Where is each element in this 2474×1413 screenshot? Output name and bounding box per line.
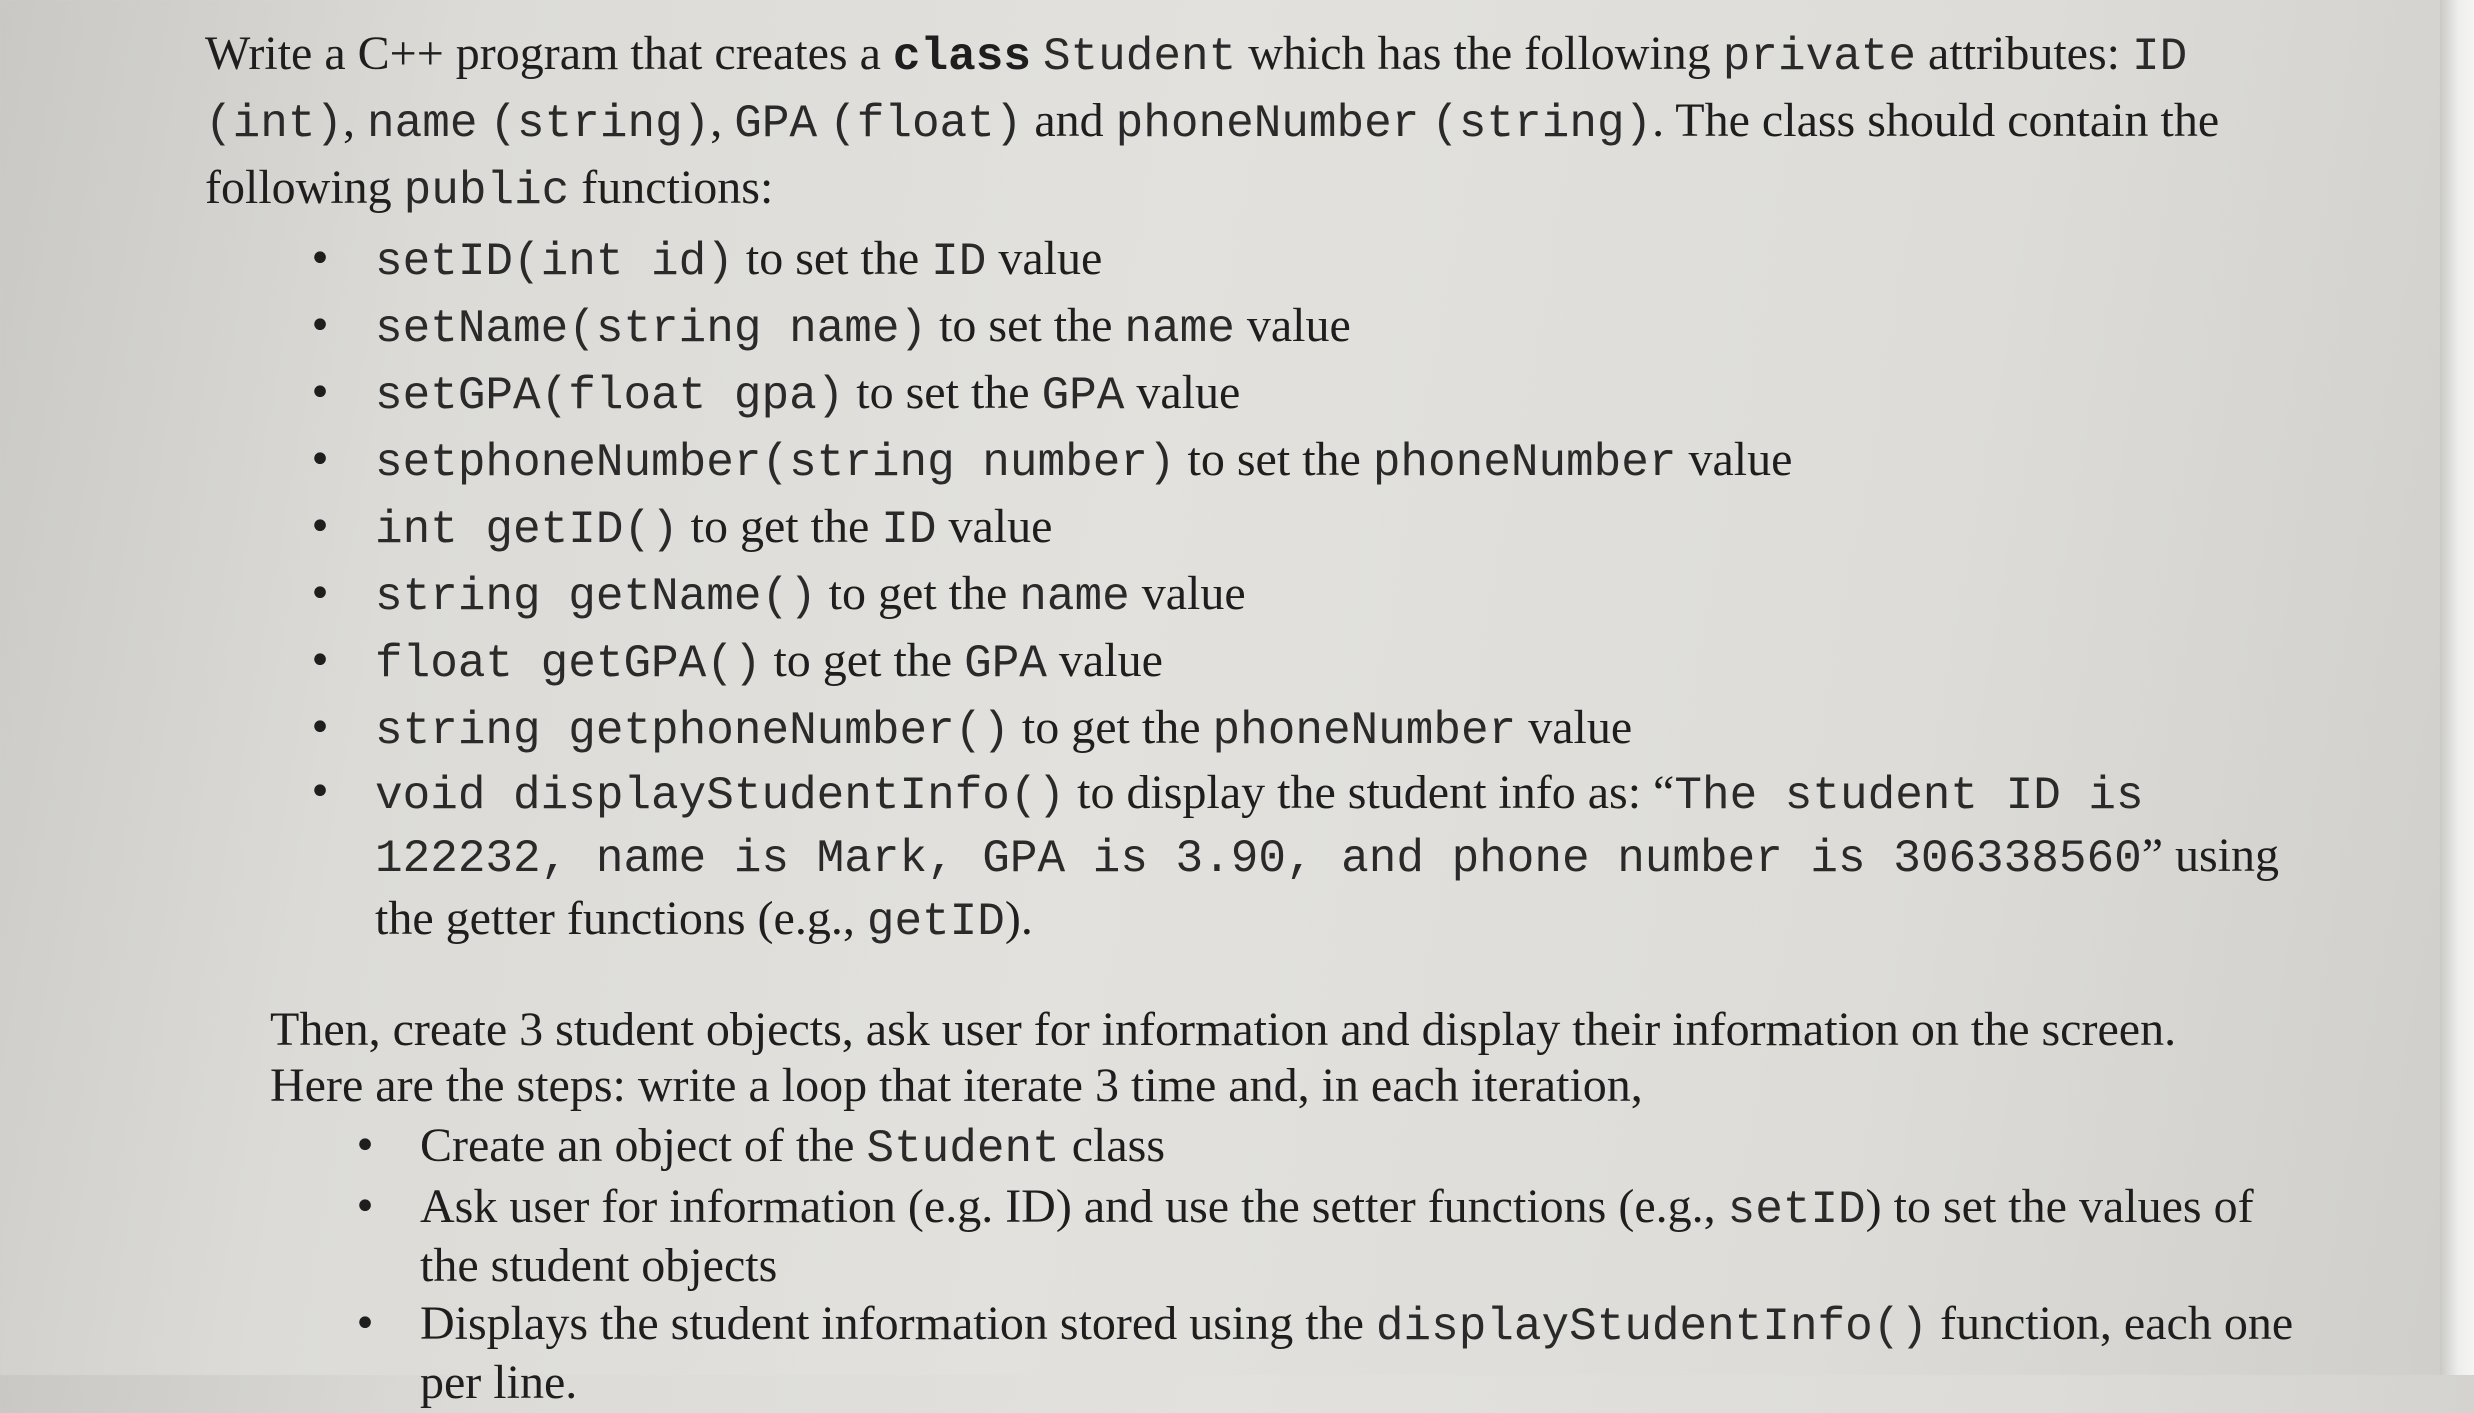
function-signature: setphoneNumber(string number) [375, 437, 1176, 489]
bullet-icon: • [308, 705, 332, 751]
keyword-private: private [1722, 31, 1917, 83]
list-item: • setGPA(float gpa) to set the GPA value [300, 361, 2305, 428]
function-signature: float getGPA() [375, 638, 762, 690]
list-item: • string getName() to get the name value [300, 562, 2305, 629]
function-signature: setGPA(float gpa) [375, 370, 845, 422]
bullet-icon: • [308, 769, 332, 815]
intro-text: Write a C++ program that creates a [205, 27, 893, 80]
sample-output: The student ID is 122232, name is Mark, GPA is 3.90, and phone number is 306338560 [375, 770, 2144, 885]
function-signature: void displayStudentInfo() [375, 770, 1066, 822]
function-signature: setName(string name) [375, 303, 928, 355]
step-item: • Ask user for information (e.g. ID) and use the setter functions (e.g., setID) to set the values of the student objects [345, 1179, 2320, 1294]
bullet-icon: • [308, 571, 332, 617]
then-paragraph: Then, create 3 student objects, ask user for information and display their information on the screen. Here are the steps: write a loop that iterate 3 time and, in each iteration, [270, 1003, 2177, 1112]
keyword-class: class [892, 31, 1031, 83]
assignment-document [205, 22, 2305, 1413]
bullet-icon: • [353, 1301, 377, 1347]
list-item: • string getphoneNumber() to get the phoneNumber value [300, 696, 2305, 763]
step-item: • Create an object of the Student class [345, 1118, 2320, 1177]
paper-edge [2440, 0, 2474, 1375]
bullet-icon: • [308, 504, 332, 550]
bullet-icon: • [308, 437, 332, 483]
attr-phone: phoneNumber [1115, 98, 1420, 150]
bullet-icon: • [353, 1123, 377, 1169]
list-item: • setName(string name) to set the name value [300, 294, 2305, 361]
bullet-icon: • [353, 1184, 377, 1230]
attr-gpa: GPA [734, 98, 818, 150]
class-name: Student [1042, 31, 1237, 83]
function-signature: string getName() [375, 571, 817, 623]
bullet-icon: • [308, 236, 332, 282]
list-item: • float getGPA() to get the GPA value [300, 629, 2305, 696]
function-signature: int getID() [375, 504, 679, 556]
attr-name: name [367, 98, 478, 150]
list-item: • int getID() to get the ID value [300, 495, 2305, 562]
function-signature: setID(int id) [375, 236, 734, 288]
list-item-display-function: • void displayStudentInfo() to display the student info as: “The student ID is 122232, name is Mark, GPA is 3.90, and phone number is 306338560” using the getter functions (e.g., getID). [300, 763, 2305, 952]
intro-paragraph: Write a C++ program that creates a class Student which has the following private attributes: ID (int), name (string), GPA (float) and phoneNumber (string). The class should contain the following public functions: [205, 27, 2220, 217]
function-signature: string getphoneNumber() [375, 705, 1010, 757]
bullet-icon: • [308, 370, 332, 416]
list-item: • setID(int id) to set the ID value [300, 227, 2305, 294]
step-item: • Displays the student information stored using the displayStudentInfo() function, each one per line. [345, 1296, 2320, 1411]
attr-id: ID [2131, 31, 2188, 83]
bullet-icon: • [308, 638, 332, 684]
keyword-public: public [403, 165, 570, 217]
function-list [205, 227, 2305, 952]
step-list [205, 1118, 2305, 1411]
bullet-icon: • [308, 303, 332, 349]
list-item: • setphoneNumber(string number) to set the phoneNumber value [300, 428, 2305, 495]
